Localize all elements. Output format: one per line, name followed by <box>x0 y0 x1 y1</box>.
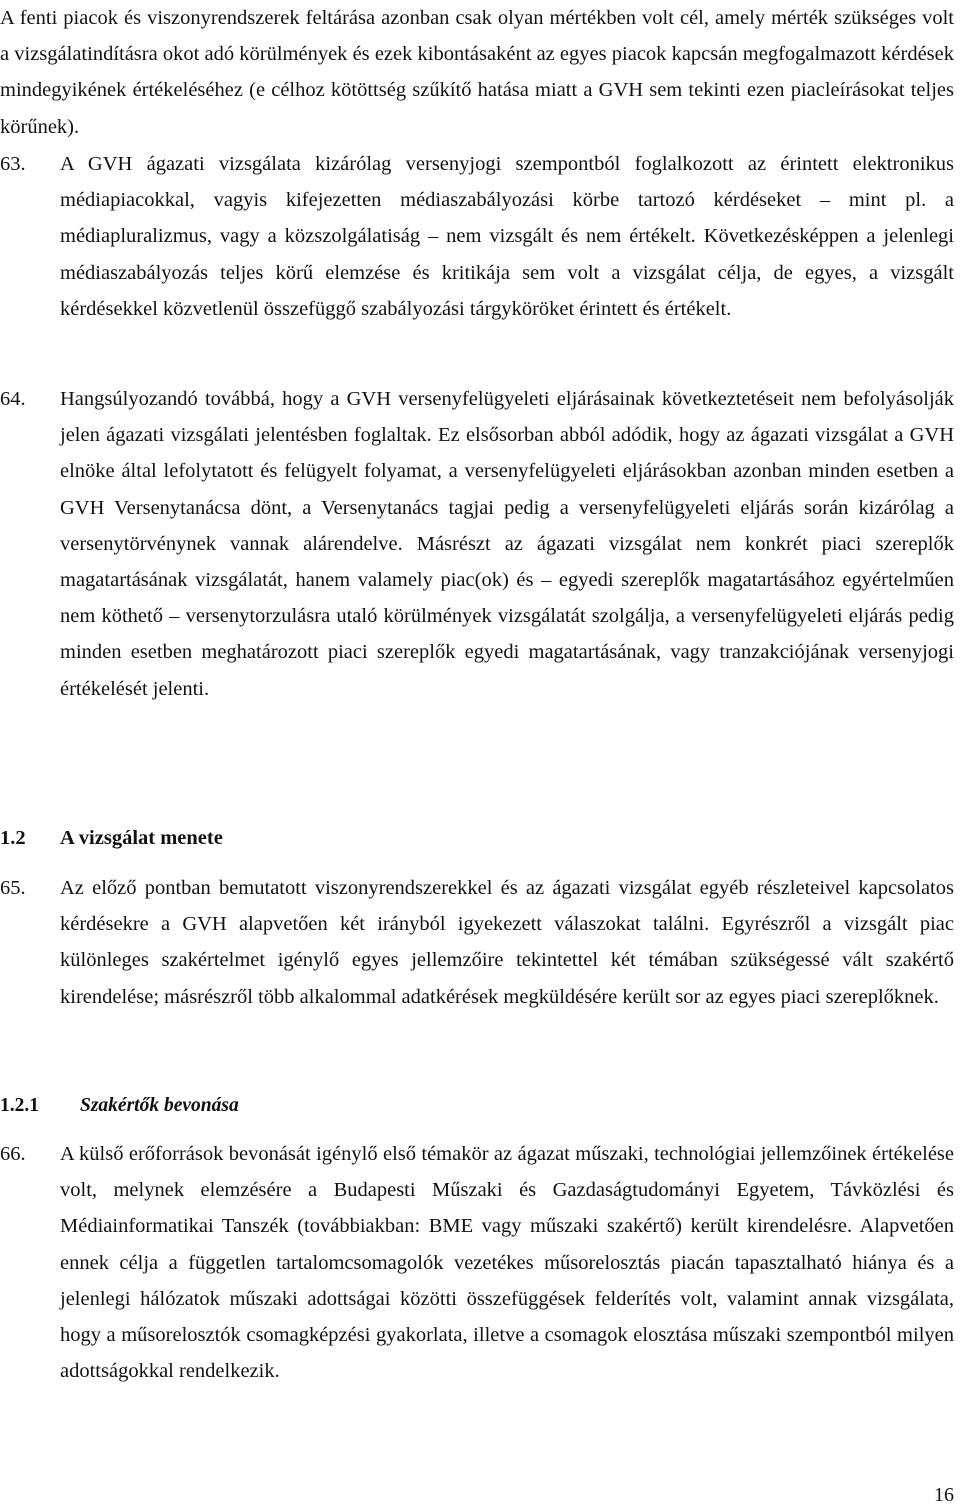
paragraph-number: 66. <box>0 1143 26 1165</box>
page-number: 16 <box>934 1484 954 1506</box>
paragraph-text: A külső erőforrások bevonását igénylő első témakör az ágazat műszaki, technológiai jellemzőinek értékelése volt, melynek elemzésére a Budapesti Műszaki és Gazdaságtudományi Egyetem, Távközlési és Médiainformatikai Tanszék (továbbiakban: BME vagy műszaki szakértő) került kirendelésre. Alapvetően ennek célja a független tartalomcsomagolók vezetékes műsorelosztás piacán tapasztalható hiánya és a jelenlegi hálózatok műszaki adottságai közötti összefüggések felderítés volt, valamint annak vizsgálata, hogy a műsorelosztók csomagképzési gyakorlata, illetve a csomagok elosztása műszaki szempontból milyen adottságokkal rendelkezik. <box>60 1143 954 1383</box>
section-title: A vizsgálat menete <box>60 827 223 849</box>
paragraph-text: Hangsúlyozandó továbbá, hogy a GVH versenyfelügyeleti eljárásainak következtetéseit nem befolyásolják jelen ágazati vizsgálati jelentésben foglaltak. Ez elsősorban abból adódik, hogy az ágazati vizsgálat a GVH elnöke által lefolytatott és felügyelt folyamat, a versenyfelügyeleti eljárásokban azonban minden esetben a GVH Versenytanácsa dönt, a Versenytanács tagjai pedig a versenyfelügyeleti eljárás során kizárólag a versenytörvénynek vannak alárendelve. Másrészt az ágazati vizsgálat nem konkrét piaci szereplők magatartásának vizsgálatát, hanem valamely piac(ok) és – egyedi szereplők magatartásához egyértelműen nem köthető – versenytorzulásra utaló körülmények vizsgálatát szolgálja, a versenyfelügyeleti eljárás pedig minden esetben meghatározott piaci szereplők egyedi magatartásának, vagy tranzakciójának versenyjogi értékelését jelenti. <box>60 388 954 700</box>
subsection-number: 1.2.1 <box>0 1095 39 1116</box>
paragraph-text: A GVH ágazati vizsgálata kizárólag versenyjogi szempontból foglalkozott az érintett elektronikus médiapiacokkal, vagyis kifejezetten médiaszabályozási körbe tartozó kérdéseket – mint pl. a médiapluralizmus, vagy a közszolgálatiság – nem vizsgált és nem értékelt. Következésképpen a jelenlegi médiaszabályozás teljes körű elemzése és kritikája sem volt a vizsgálat célja, de egyes, a vizsgált kérdésekkel közvetlenül összefüggő szabályozási tárgyköröket érintett és értékelt. <box>60 153 954 320</box>
paragraph-number: 65. <box>0 877 26 899</box>
section-heading <box>0 820 223 856</box>
paragraph-66 <box>0 1136 954 1389</box>
paragraph-text: Az előző pontban bemutatott viszonyrendszerekkel és az ágazati vizsgálat egyéb részleteivel kapcsolatos kérdésekre a GVH alapvetően két irányból igyekezett válaszokat találni. Egyrészről a vizsgált piac különleges szakértelmet igénylő egyes jellemzőire tekintettel két témában szükségessé vált szakértő kirendelése; másrészről több alkalommal adatkérések megküldésére került sor az egyes piaci szereplőknek. <box>60 877 954 1008</box>
section-number: 1.2 <box>0 827 26 849</box>
paragraph-65 <box>0 870 954 1015</box>
subsection-title: Szakértők bevonása <box>80 1095 239 1116</box>
paragraph-63 <box>0 146 954 327</box>
paragraph-64 <box>0 381 954 707</box>
paragraph-number: 64. <box>0 388 26 410</box>
paragraph-number: 63. <box>0 153 26 175</box>
subsection-heading <box>0 1088 239 1124</box>
intro-paragraph: A fenti piacok és viszonyrendszerek feltárása azonban csak olyan mértékben volt cél, amely mérték szükséges volt a vizsgálatindításra okot adó körülmények és ezek kibontásaként az egyes piacok kapcsán megfogalmazott kérdések mindegyikének értékeléséhez (e célhoz kötöttség szűkítő hatása miatt a GVH sem tekinti ezen piacleírásokat teljes körűnek). <box>0 7 954 138</box>
